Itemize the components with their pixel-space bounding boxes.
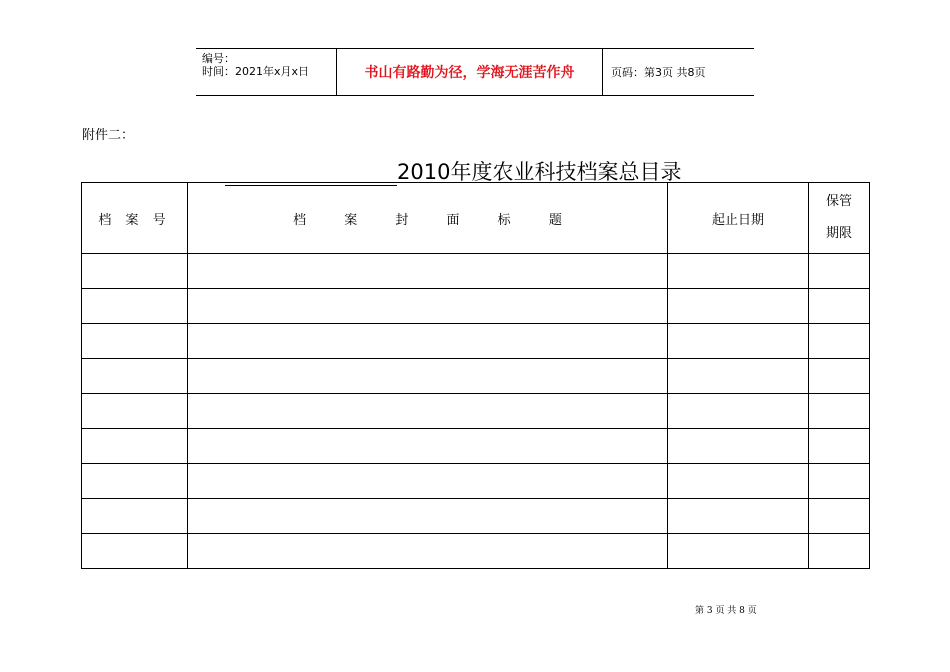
table-row (82, 534, 870, 569)
table-cell[interactable] (668, 324, 809, 359)
table-cell[interactable] (82, 394, 188, 429)
table-header-row (82, 183, 870, 254)
table-cell[interactable] (668, 429, 809, 464)
page-header (196, 48, 754, 96)
page-footer: 第 3 页 共 8 页 (695, 606, 757, 616)
table-cell[interactable] (668, 289, 809, 324)
table-cell[interactable] (668, 464, 809, 499)
table-cell[interactable] (188, 324, 668, 359)
table-cell[interactable] (82, 464, 188, 499)
table-cell[interactable] (82, 289, 188, 324)
table-cell[interactable] (188, 359, 668, 394)
table-cell[interactable] (188, 464, 668, 499)
table-cell[interactable] (809, 289, 870, 324)
table-body (82, 254, 870, 569)
table-cell[interactable] (809, 464, 870, 499)
table-row (82, 324, 870, 359)
number-label: 编号： (202, 52, 235, 65)
table-row (82, 464, 870, 499)
table-row (82, 429, 870, 464)
table-row (82, 499, 870, 534)
table-cell[interactable] (188, 499, 668, 534)
column-header-cover-title: 档 案 封 面 标 题 (188, 183, 668, 254)
header-meta (196, 49, 337, 95)
column-header-date-range: 起止日期 (668, 183, 809, 254)
table-cell[interactable] (82, 499, 188, 534)
document-title: 2010年度农业科技档案总目录 (397, 160, 682, 184)
table-cell[interactable] (188, 394, 668, 429)
table-cell[interactable] (82, 534, 188, 569)
table-cell[interactable] (809, 429, 870, 464)
table-cell[interactable] (668, 254, 809, 289)
table-cell[interactable] (188, 534, 668, 569)
table-cell[interactable] (668, 359, 809, 394)
column-header-retention-period (809, 183, 870, 254)
table-row (82, 254, 870, 289)
table-cell[interactable] (188, 289, 668, 324)
retention-period-label: 保管期限 (825, 194, 852, 241)
header-page-label: 页码：第3页 共8页 (611, 66, 706, 79)
table-cell[interactable] (82, 429, 188, 464)
table-cell[interactable] (809, 324, 870, 359)
table-cell[interactable] (809, 359, 870, 394)
table-cell[interactable] (82, 359, 188, 394)
attachment-label: 附件二： (82, 128, 135, 143)
table-cell[interactable] (809, 499, 870, 534)
column-header-archive-number: 档 案 号 (82, 183, 188, 254)
table-cell[interactable] (82, 254, 188, 289)
table-cell[interactable] (188, 254, 668, 289)
archive-catalog-table (81, 182, 870, 569)
table-cell[interactable] (82, 324, 188, 359)
table-cell[interactable] (809, 254, 870, 289)
table-cell[interactable] (188, 429, 668, 464)
table-row (82, 394, 870, 429)
table-cell[interactable] (668, 534, 809, 569)
table-row (82, 289, 870, 324)
table-cell[interactable] (809, 534, 870, 569)
table-cell[interactable] (668, 394, 809, 429)
table-cell[interactable] (668, 499, 809, 534)
header-motto: 书山有路勤为径，学海无涯苦作舟 (337, 49, 603, 95)
table-cell[interactable] (809, 394, 870, 429)
time-label: 时间：2021年x月x日 (202, 65, 310, 78)
table-row (82, 359, 870, 394)
